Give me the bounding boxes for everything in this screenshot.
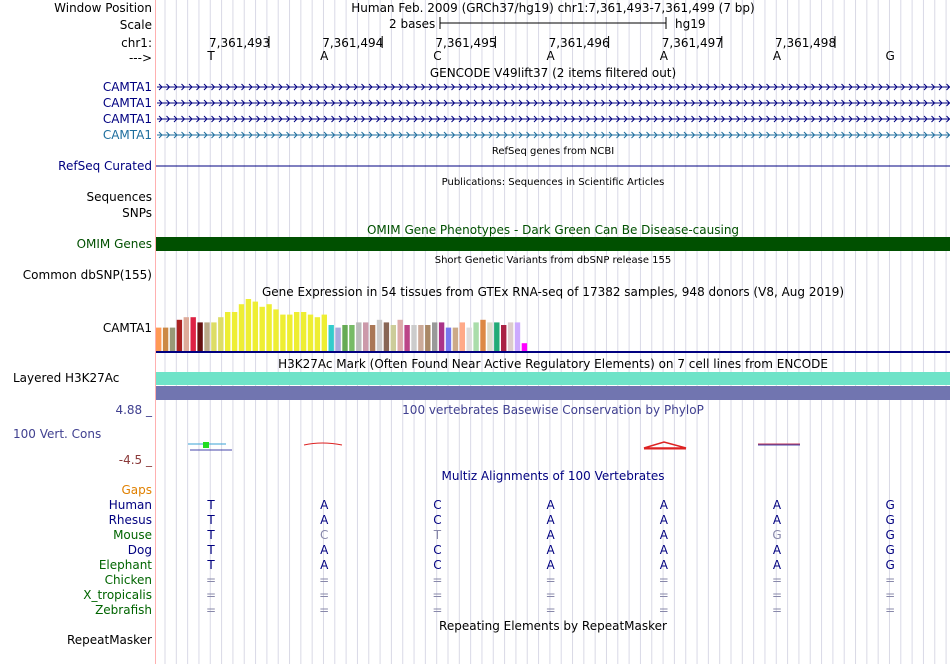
- aligned-base: =: [771, 588, 783, 602]
- gencode-transcript-2[interactable]: CAMTA1: [102, 112, 152, 126]
- aligned-base: A: [320, 513, 329, 527]
- gtex-tissue-bar[interactable]: [218, 317, 223, 351]
- gtex-tissue-bar[interactable]: [467, 328, 472, 351]
- reference-base: C: [433, 49, 442, 63]
- gtex-tissue-bar[interactable]: [418, 325, 423, 351]
- aligned-base: A: [772, 558, 782, 572]
- gencode-track-title: GENCODE V49lift37 (2 items filtered out): [429, 66, 677, 80]
- gtex-tissue-bar[interactable]: [508, 322, 513, 351]
- gtex-expression-bars[interactable]: [156, 299, 527, 351]
- publications-track-label[interactable]: Sequences: [86, 190, 152, 204]
- reference-base: G: [885, 49, 895, 63]
- gtex-tissue-bar[interactable]: [280, 315, 285, 351]
- reference-base: A: [546, 49, 555, 63]
- aligned-base: =: [658, 588, 669, 602]
- gencode-transcript-3[interactable]: CAMTA1: [102, 128, 152, 142]
- aligned-base: =: [658, 573, 669, 587]
- aligned-base: =: [432, 573, 443, 587]
- aligned-base: A: [546, 543, 555, 557]
- coordinate-label: 7,361,497: [661, 36, 723, 50]
- aligned-base: =: [205, 573, 217, 587]
- coordinate-label: 7,361,495: [435, 36, 497, 50]
- phylop-min-label: -4.5 _: [118, 453, 152, 467]
- gtex-tissue-bar[interactable]: [473, 322, 478, 351]
- aligned-base: G: [885, 498, 895, 512]
- gencode-transcript-lines[interactable]: [157, 84, 950, 138]
- gtex-tissue-bar[interactable]: [239, 304, 244, 351]
- gtex-tissue-bar[interactable]: [225, 312, 230, 351]
- aligned-base: T: [207, 498, 215, 512]
- dbsnp-track-title: Short Genetic Variants from dbSNP release 155: [434, 255, 672, 266]
- gtex-tissue-bar[interactable]: [404, 325, 409, 351]
- dbsnp-track-label[interactable]: Common dbSNP(155): [22, 268, 152, 282]
- gtex-tissue-bar[interactable]: [315, 317, 320, 351]
- aligned-base: =: [545, 603, 556, 617]
- gtex-tissue-bar[interactable]: [384, 322, 389, 351]
- gtex-track-label[interactable]: CAMTA1: [102, 321, 152, 335]
- aligned-base: A: [772, 498, 782, 512]
- aligned-base: =: [319, 603, 330, 617]
- aligned-base: =: [545, 588, 556, 602]
- aligned-base: =: [432, 603, 443, 617]
- h3k27ac-track-label[interactable]: Layered H3K27Ac: [13, 371, 120, 385]
- aligned-base: T: [207, 528, 215, 542]
- gtex-tissue-bar[interactable]: [446, 328, 451, 351]
- aligned-base: A: [772, 513, 782, 527]
- species-label[interactable]: Chicken: [104, 573, 152, 587]
- aligned-base: A: [546, 528, 555, 542]
- aligned-base: =: [545, 573, 556, 587]
- aligned-base: A: [320, 558, 329, 572]
- h3k27ac-track-title: H3K27Ac Mark (Often Found Near Active Regulatory Elements) on 7 cell lines from ENCODE: [278, 357, 828, 371]
- gtex-tissue-bar[interactable]: [211, 322, 216, 351]
- species-label[interactable]: X_tropicalis: [83, 588, 152, 602]
- gtex-tissue-bar[interactable]: [273, 309, 278, 351]
- aligned-base: A: [546, 498, 555, 512]
- gtex-tissue-bar[interactable]: [370, 325, 375, 351]
- phylop-track-title: 100 vertebrates Basewise Conservation by PhyloP: [402, 403, 704, 417]
- aligned-base: =: [432, 588, 443, 602]
- aligned-base: A: [546, 558, 555, 572]
- aligned-base: G: [772, 528, 782, 542]
- h3k27ac-layer-1[interactable]: [156, 372, 950, 385]
- coordinate-label: 7,361,494: [322, 36, 384, 50]
- gtex-tissue-bar[interactable]: [294, 312, 299, 351]
- aligned-base: =: [205, 588, 217, 602]
- refseq-track-label[interactable]: RefSeq Curated: [58, 159, 152, 173]
- strand-label: --->: [128, 51, 152, 65]
- aligned-base: A: [659, 528, 668, 542]
- gtex-tissue-bar[interactable]: [329, 325, 334, 351]
- scale-bar: [440, 17, 666, 29]
- coordinate-label: 7,361,496: [548, 36, 610, 50]
- aligned-base: =: [771, 573, 783, 587]
- reference-base: T: [207, 49, 215, 63]
- gtex-tissue-bar[interactable]: [494, 322, 499, 351]
- aligned-base: G: [885, 558, 895, 572]
- window-position-text: Human Feb. 2009 (GRCh37/hg19) chr1:7,361,493-7,361,499 (7 bp): [351, 1, 755, 15]
- aligned-base: T: [207, 558, 215, 572]
- gtex-tissue-bar[interactable]: [197, 322, 202, 351]
- gencode-transcript-0[interactable]: CAMTA1: [102, 80, 152, 94]
- aligned-base: =: [885, 603, 896, 617]
- omim-bar[interactable]: [156, 237, 950, 251]
- omim-track-label[interactable]: OMIM Genes: [76, 237, 152, 251]
- aligned-base: A: [659, 498, 668, 512]
- coordinate-label: 7,361,493: [209, 36, 271, 50]
- gtex-tissue-bar[interactable]: [322, 315, 327, 351]
- aligned-base: T: [433, 528, 442, 542]
- gtex-tissue-bar[interactable]: [204, 322, 209, 351]
- gtex-tissue-bar[interactable]: [398, 320, 403, 351]
- gtex-tissue-bar[interactable]: [170, 328, 175, 351]
- species-label[interactable]: Rhesus: [108, 513, 152, 527]
- gtex-tissue-bar[interactable]: [253, 302, 258, 351]
- gtex-tissue-bar[interactable]: [501, 325, 506, 351]
- gtex-tissue-bar[interactable]: [163, 328, 168, 351]
- gtex-tissue-bar[interactable]: [453, 328, 458, 351]
- scale-label: Scale: [119, 18, 152, 32]
- species-label[interactable]: Dog: [127, 543, 152, 557]
- species-label[interactable]: Mouse: [113, 528, 152, 542]
- aligned-base: =: [658, 603, 669, 617]
- gtex-tissue-bar[interactable]: [480, 320, 485, 351]
- multiz-track-title: Multiz Alignments of 100 Vertebrates: [441, 469, 665, 483]
- aligned-base: C: [433, 513, 442, 527]
- gencode-transcript-1[interactable]: CAMTA1: [102, 96, 152, 110]
- window-position-label: Window Position: [54, 1, 152, 15]
- aligned-base: A: [320, 543, 329, 557]
- publications-track-title: Publications: Sequences in Scientific Articles: [441, 177, 665, 188]
- repeatmasker-track-label[interactable]: RepeatMasker: [66, 633, 152, 647]
- aligned-base: =: [205, 603, 217, 617]
- aligned-base: G: [885, 528, 895, 542]
- aligned-base: A: [659, 543, 668, 557]
- gtex-tissue-bar[interactable]: [487, 322, 492, 351]
- gtex-tissue-bar[interactable]: [391, 325, 396, 351]
- aligned-base: A: [546, 513, 555, 527]
- species-label[interactable]: Zebrafish: [95, 603, 152, 617]
- gtex-tissue-bar[interactable]: [432, 322, 437, 351]
- aligned-base: =: [885, 573, 896, 587]
- reference-base: A: [772, 49, 782, 63]
- aligned-base: A: [320, 498, 329, 512]
- gtex-tissue-bar[interactable]: [411, 325, 416, 351]
- snps-track-label[interactable]: SNPs: [122, 206, 152, 220]
- gtex-tissue-bar[interactable]: [515, 322, 520, 351]
- gtex-tissue-bar[interactable]: [522, 343, 527, 351]
- repeatmasker-track-title: Repeating Elements by RepeatMasker: [439, 619, 667, 633]
- aligned-base: C: [433, 543, 442, 557]
- gtex-tissue-bar[interactable]: [184, 317, 189, 351]
- reference-base: A: [320, 49, 329, 63]
- gtex-tissue-bar[interactable]: [191, 317, 196, 351]
- gtex-tissue-bar[interactable]: [377, 320, 382, 351]
- coordinate-label: 7,361,498: [775, 36, 837, 50]
- gtex-tissue-bar[interactable]: [260, 307, 265, 351]
- gtex-tissue-bar[interactable]: [342, 325, 347, 351]
- scale-bases-text: 2 bases: [389, 17, 436, 31]
- gaps-label[interactable]: Gaps: [121, 483, 152, 497]
- scale-assembly-text: hg19: [675, 17, 706, 31]
- gtex-tissue-bar[interactable]: [460, 322, 465, 351]
- aligned-base: A: [659, 513, 668, 527]
- gtex-tissue-bar[interactable]: [425, 325, 430, 351]
- aligned-base: A: [659, 558, 668, 572]
- gtex-tissue-bar[interactable]: [349, 325, 354, 351]
- aligned-base: C: [433, 558, 442, 572]
- refseq-track-title: RefSeq genes from NCBI: [491, 146, 615, 157]
- gtex-tissue-bar[interactable]: [439, 322, 444, 351]
- aligned-base: T: [207, 543, 215, 557]
- gtex-tissue-bar[interactable]: [156, 328, 161, 351]
- species-label[interactable]: Human: [108, 498, 152, 512]
- aligned-base: C: [433, 498, 442, 512]
- phylop-track-label[interactable]: 100 Vert. Cons: [13, 427, 102, 441]
- omim-track-title: OMIM Gene Phenotypes - Dark Green Can Be Disease-causing: [366, 223, 740, 237]
- gtex-tissue-bar[interactable]: [308, 315, 313, 351]
- aligned-base: G: [885, 543, 895, 557]
- gtex-tissue-bar[interactable]: [363, 322, 368, 351]
- aligned-base: C: [319, 528, 329, 542]
- gtex-tissue-bar[interactable]: [266, 304, 271, 351]
- aligned-base: =: [319, 588, 330, 602]
- reference-base: A: [659, 49, 668, 63]
- chrom-label: chr1:: [121, 36, 152, 50]
- gtex-tissue-bar[interactable]: [177, 320, 182, 351]
- gtex-tissue-bar[interactable]: [335, 328, 340, 351]
- phylop-max-label: 4.88 _: [115, 403, 152, 417]
- aligned-base: T: [207, 513, 215, 527]
- species-label[interactable]: Elephant: [98, 558, 152, 572]
- gtex-track-title: Gene Expression in 54 tissues from GTEx RNA-seq of 17382 samples, 948 donors (V8, Aug 2019): [261, 285, 845, 299]
- aligned-base: A: [772, 543, 782, 557]
- gtex-tissue-bar[interactable]: [287, 315, 292, 351]
- aligned-base: G: [885, 513, 895, 527]
- aligned-base: =: [885, 588, 896, 602]
- gtex-tissue-bar[interactable]: [232, 312, 237, 351]
- aligned-base: =: [771, 603, 783, 617]
- aligned-base: =: [319, 573, 330, 587]
- gtex-tissue-bar[interactable]: [246, 299, 251, 351]
- gtex-tissue-bar[interactable]: [301, 312, 306, 351]
- h3k27ac-layer-2[interactable]: [156, 386, 950, 400]
- gtex-tissue-bar[interactable]: [356, 322, 361, 351]
